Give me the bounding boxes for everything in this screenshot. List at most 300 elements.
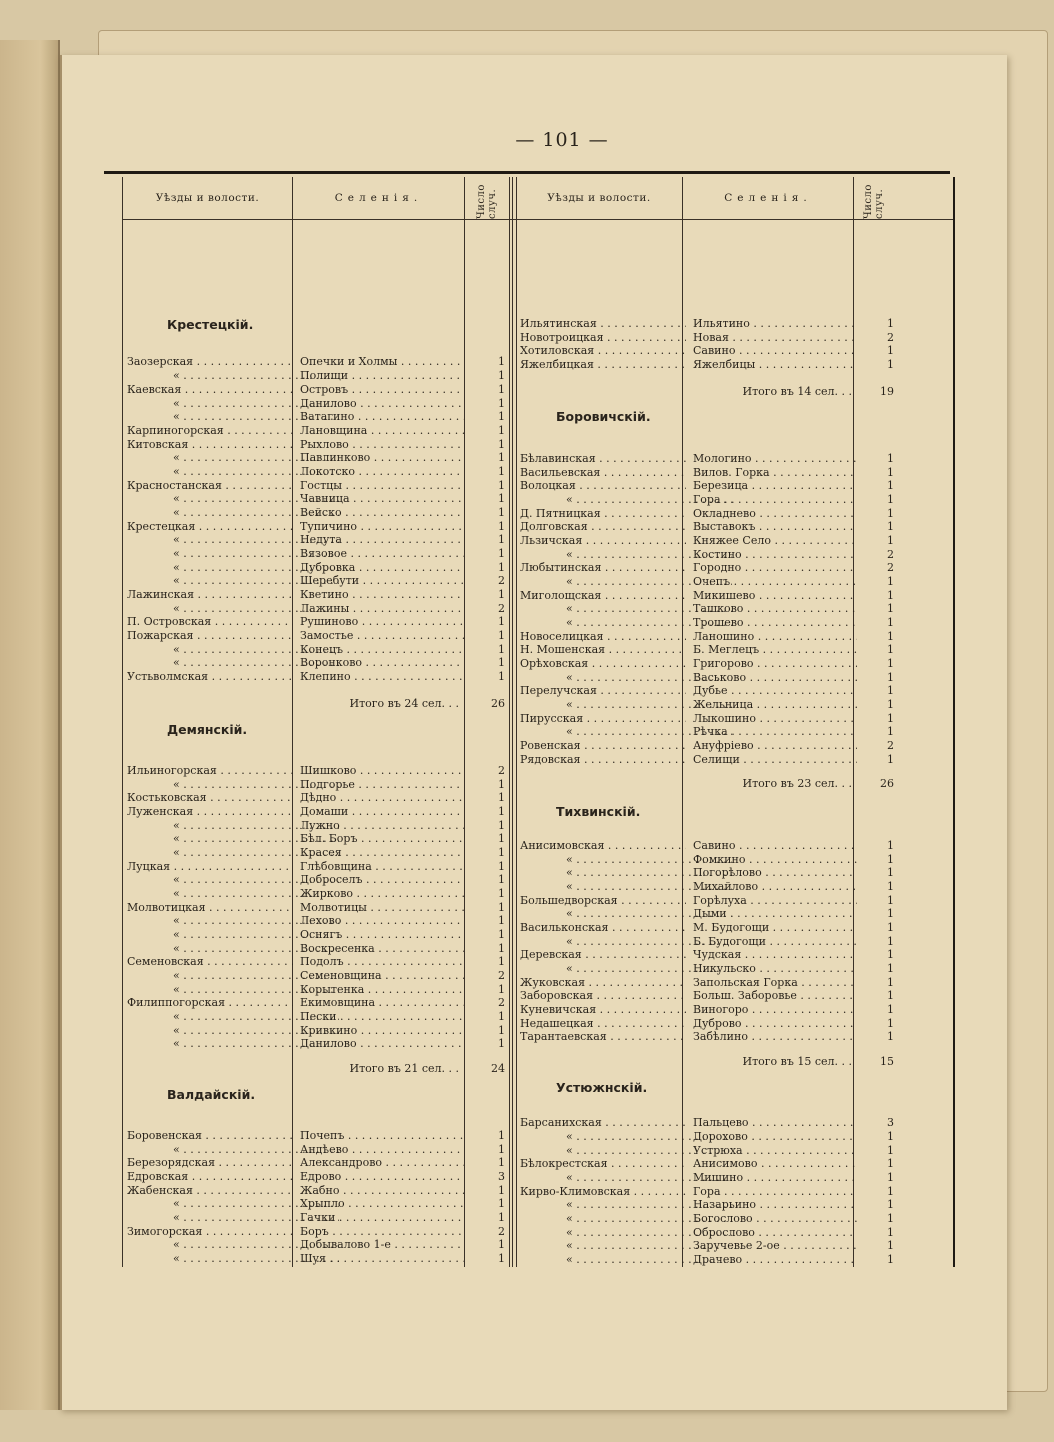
- volost-name: « . . .: [520, 1198, 732, 1212]
- case-count: 1: [887, 602, 894, 615]
- case-count: 1: [887, 466, 894, 479]
- case-count: 1: [498, 819, 505, 832]
- village-name: Чудская . . .: [693, 948, 857, 962]
- table-row: [123, 533, 509, 547]
- table-row: [516, 1212, 902, 1226]
- case-count: 1: [498, 955, 505, 968]
- volost-name: Жабенская . . .: [127, 1184, 293, 1198]
- village-name: Корытенка . . .: [300, 983, 464, 997]
- uezd-heading: Тихвинскій.: [556, 804, 641, 819]
- village-name: Оброслово . . .: [693, 1226, 857, 1240]
- volost-name: « . . .: [127, 819, 339, 833]
- village-name: Локотско . . .: [300, 465, 464, 479]
- table-row: [516, 894, 902, 908]
- table-row: [123, 520, 509, 534]
- volost-name: « . . .: [520, 1239, 732, 1253]
- volost-name: « . . .: [127, 602, 339, 616]
- table-row: [123, 1010, 509, 1024]
- case-count: 1: [887, 643, 894, 656]
- volost-name: « . . .: [127, 492, 339, 506]
- volost-name: Рядовская . . .: [520, 753, 686, 767]
- table-row: [123, 901, 509, 915]
- case-count: 1: [498, 656, 505, 669]
- volost-name: Васильевская . . .: [520, 466, 686, 480]
- volost-name: Красностанская . . .: [127, 479, 293, 493]
- case-count: 1: [887, 630, 894, 643]
- case-count: 1: [887, 479, 894, 492]
- case-count: 1: [498, 914, 505, 927]
- village-name: Погорѣлово . . .: [693, 866, 857, 880]
- table-row: [123, 574, 509, 588]
- case-count: 1: [498, 465, 505, 478]
- village-name: Драчево . . .: [693, 1253, 857, 1267]
- header-volosti-right: Уѣзды и волости.: [547, 192, 651, 204]
- uezd-heading: Боровичскій.: [556, 409, 651, 424]
- volost-name: « . . .: [127, 1037, 339, 1051]
- case-count: 1: [498, 1024, 505, 1037]
- volost-name: Заозерская . . .: [127, 355, 293, 369]
- village-name: Новая . . .: [693, 331, 857, 345]
- village-name: Дорохово . . .: [693, 1130, 857, 1144]
- table-row: [516, 317, 902, 331]
- table-row: [123, 615, 509, 629]
- village-name: Опечки и Холмы . . .: [300, 355, 464, 369]
- volost-name: Васильконская . . .: [520, 921, 686, 935]
- volost-name: « . . .: [127, 451, 339, 465]
- case-count: 1: [887, 698, 894, 711]
- case-count: 1: [498, 1156, 505, 1169]
- case-count: 1: [887, 684, 894, 697]
- volost-name: « . . .: [520, 575, 732, 589]
- volost-name: « . . .: [520, 616, 732, 630]
- village-name: Александрово . . .: [300, 1156, 464, 1170]
- header-chislo-left: Число случ.: [476, 184, 498, 219]
- volost-name: Тарантаевская . . .: [520, 1030, 686, 1044]
- case-count: 1: [887, 1130, 894, 1143]
- col-divider: [292, 177, 293, 1267]
- volost-name: Филиппогорская . . .: [127, 996, 293, 1010]
- table-row: [516, 575, 902, 589]
- table-row: [123, 1143, 509, 1157]
- village-name: Гора . . .: [693, 1185, 857, 1199]
- case-count: 1: [498, 547, 505, 560]
- table-row: [516, 1116, 902, 1130]
- case-count: 1: [498, 369, 505, 382]
- village-name: Данилово . . .: [300, 1037, 464, 1051]
- table-row: [123, 383, 509, 397]
- volost-name: « . . .: [127, 369, 339, 383]
- case-count: 2: [498, 764, 505, 777]
- table-row: [516, 1157, 902, 1171]
- table-row: [516, 976, 902, 990]
- case-count: 1: [498, 791, 505, 804]
- village-name: Замостье . . .: [300, 629, 464, 643]
- case-count: 1: [887, 657, 894, 670]
- village-name: Лажины . . .: [300, 602, 464, 616]
- volost-name: Луженская . . .: [127, 805, 293, 819]
- volost-name: « . . .: [520, 725, 732, 739]
- total-count: 19: [880, 385, 894, 398]
- case-count: 1: [887, 358, 894, 371]
- case-count: 1: [498, 588, 505, 601]
- case-count: 1: [498, 928, 505, 941]
- volost-name: Устьволмская . . .: [127, 670, 293, 684]
- total-row: [516, 385, 902, 399]
- volost-name: « . . .: [127, 846, 339, 860]
- page-number: — 101 —: [515, 129, 609, 151]
- village-name: Фомкино . . .: [693, 853, 857, 867]
- volost-name: Миголощская . . .: [520, 589, 686, 603]
- total-count: 26: [880, 777, 894, 790]
- village-name: Молвотицы . . .: [300, 901, 464, 915]
- table-row: [516, 493, 902, 507]
- volost-name: Пирусская . . .: [520, 712, 686, 726]
- table-row: [516, 1198, 902, 1212]
- volost-name: П. Островская . . .: [127, 615, 293, 629]
- volost-name: Лажинская . . .: [127, 588, 293, 602]
- table-row: [516, 1226, 902, 1240]
- volost-name: « . . .: [127, 914, 339, 928]
- volost-name: Новоселицкая . . .: [520, 630, 686, 644]
- case-count: 2: [498, 574, 505, 587]
- table-row: [123, 778, 509, 792]
- table-row: [516, 739, 902, 753]
- village-name: Домаши . . .: [300, 805, 464, 819]
- village-name: Островъ . . .: [300, 383, 464, 397]
- table-row: [123, 588, 509, 602]
- case-count: 1: [887, 317, 894, 330]
- case-count: 2: [498, 996, 505, 1009]
- village-name: Тупичино . . .: [300, 520, 464, 534]
- village-name: Шуя . . .: [300, 1252, 464, 1266]
- volost-name: « . . .: [127, 465, 339, 479]
- village-name: Устрюха . . .: [693, 1144, 857, 1158]
- table-row: [516, 1185, 902, 1199]
- table-row: [123, 629, 509, 643]
- table-row: [516, 921, 902, 935]
- village-name: Горѣлуха . . .: [693, 894, 857, 908]
- table-row: [516, 602, 902, 616]
- village-name: Березица . . .: [693, 479, 857, 493]
- case-count: 1: [887, 989, 894, 1002]
- col-divider: [509, 177, 510, 1267]
- volost-name: Березорядская . . .: [127, 1156, 293, 1170]
- volost-name: Едровская . . .: [127, 1170, 293, 1184]
- table-row: [516, 466, 902, 480]
- village-name: Очепъ . . .: [693, 575, 857, 589]
- village-name: Дыми . . .: [693, 907, 857, 921]
- village-name: Б. Меглецъ . . .: [693, 643, 857, 657]
- table-row: [123, 928, 509, 942]
- table-row: [516, 880, 902, 894]
- village-name: Заручевье 2-ое . . .: [693, 1239, 857, 1253]
- table-row: [123, 832, 509, 846]
- case-count: 1: [498, 1184, 505, 1197]
- volost-name: Бѣлокрестская . . .: [520, 1157, 686, 1171]
- volost-name: « . . .: [127, 942, 339, 956]
- volost-name: Большедворская . . .: [520, 894, 686, 908]
- case-count: 1: [887, 753, 894, 766]
- volost-name: Ильятинская . . .: [520, 317, 686, 331]
- case-count: 2: [498, 969, 505, 982]
- case-count: 1: [887, 894, 894, 907]
- volost-name: « . . .: [127, 887, 339, 901]
- case-count: 1: [498, 561, 505, 574]
- village-name: Никульско . . .: [693, 962, 857, 976]
- volost-name: « . . .: [127, 1197, 339, 1211]
- village-name: Пальцево . . .: [693, 1116, 857, 1130]
- village-name: Запольская Горка . . .: [693, 976, 857, 990]
- table-row: [123, 424, 509, 438]
- table-row: [123, 1024, 509, 1038]
- village-name: Ташково . . .: [693, 602, 857, 616]
- case-count: 2: [887, 548, 894, 561]
- volost-name: Орѣховская . . .: [520, 657, 686, 671]
- village-name: Боръ . . .: [300, 1225, 464, 1239]
- case-count: 1: [498, 383, 505, 396]
- document-page: [60, 55, 1007, 1410]
- village-name: Мологино . . .: [693, 452, 857, 466]
- village-name: Лановщина . . .: [300, 424, 464, 438]
- case-count: 1: [887, 1017, 894, 1030]
- volost-name: « . . .: [127, 928, 339, 942]
- village-name: Рѣчка . . .: [693, 725, 857, 739]
- village-name: Ланошино . . .: [693, 630, 857, 644]
- volost-name: Жуковская . . .: [520, 976, 686, 990]
- volost-name: Анисимовская . . .: [520, 839, 686, 853]
- table-row: [123, 355, 509, 369]
- village-name: Воронково . . .: [300, 656, 464, 670]
- village-name: Костино . . .: [693, 548, 857, 562]
- table-row: [516, 643, 902, 657]
- volost-name: Долговская . . .: [520, 520, 686, 534]
- total-row: [123, 1062, 509, 1076]
- case-count: 1: [887, 1030, 894, 1043]
- village-name: Вилов. Горка . . .: [693, 466, 857, 480]
- case-count: 1: [887, 1239, 894, 1252]
- village-name: Жирково . . .: [300, 887, 464, 901]
- case-count: 1: [887, 976, 894, 989]
- volost-name: « . . .: [520, 1253, 732, 1267]
- village-name: Дубье . . .: [693, 684, 857, 698]
- village-name: Пески . . .: [300, 1010, 464, 1024]
- case-count: 1: [498, 451, 505, 464]
- village-name: Воскресенка . . .: [300, 942, 464, 956]
- village-name: Екимовщина . . .: [300, 996, 464, 1010]
- header-selenia-left: Селенія.: [334, 192, 423, 204]
- village-name: Забѣлино . . .: [693, 1030, 857, 1044]
- village-name: Трошево . . .: [693, 616, 857, 630]
- volost-name: Любытинская . . .: [520, 561, 686, 575]
- village-name: Полищи . . .: [300, 369, 464, 383]
- table-row: [123, 1225, 509, 1239]
- volost-name: « . . .: [520, 907, 732, 921]
- village-name: Данилово . . .: [300, 397, 464, 411]
- volost-name: « . . .: [520, 698, 732, 712]
- volost-name: « . . .: [127, 643, 339, 657]
- village-name: Недута . . .: [300, 533, 464, 547]
- table-row: [516, 753, 902, 767]
- total-row: [516, 1055, 902, 1069]
- table-row: [123, 561, 509, 575]
- case-count: 1: [887, 671, 894, 684]
- volost-name: Зимогорская . . .: [127, 1225, 293, 1239]
- village-name: Доброселъ . . .: [300, 873, 464, 887]
- case-count: 1: [498, 942, 505, 955]
- case-count: 1: [887, 534, 894, 547]
- volost-name: Каевская . . .: [127, 383, 293, 397]
- village-name: Павлинково . . .: [300, 451, 464, 465]
- village-name: Кветино . . .: [300, 588, 464, 602]
- uezd-heading: Демянскій.: [167, 722, 248, 737]
- case-count: 1: [498, 983, 505, 996]
- case-count: 1: [498, 846, 505, 859]
- volost-name: Молвотицкая . . .: [127, 901, 293, 915]
- table-row: [123, 819, 509, 833]
- volost-name: « . . .: [520, 671, 732, 685]
- total-label: Итого въ 15 сел. . .: [742, 1055, 852, 1068]
- case-count: 1: [498, 643, 505, 656]
- village-name: Вязовое . . .: [300, 547, 464, 561]
- case-count: 1: [887, 921, 894, 934]
- table-row: [516, 1003, 902, 1017]
- village-name: Жельница . . .: [693, 698, 857, 712]
- case-count: 1: [887, 866, 894, 879]
- table-row: [123, 506, 509, 520]
- case-count: 3: [887, 1116, 894, 1129]
- village-name: Гачки . . .: [300, 1211, 464, 1225]
- table-row: [516, 866, 902, 880]
- volost-name: Новотроицкая . . .: [520, 331, 686, 345]
- case-count: 3: [498, 1170, 505, 1183]
- case-count: 1: [887, 1198, 894, 1211]
- volost-name: Заборовская . . .: [520, 989, 686, 1003]
- table-row: [516, 344, 902, 358]
- volost-name: « . . .: [127, 1238, 339, 1252]
- header-chislo-right: Число случ.: [863, 184, 885, 219]
- table-row: [516, 712, 902, 726]
- uezd-heading: Крестецкій.: [167, 317, 254, 332]
- village-name: Выставокъ . . .: [693, 520, 857, 534]
- case-count: 1: [498, 615, 505, 628]
- village-name: Вейско . . .: [300, 506, 464, 520]
- volost-name: Яжелбицкая . . .: [520, 358, 686, 372]
- volost-name: Луцкая . . .: [127, 860, 293, 874]
- case-count: 1: [887, 575, 894, 588]
- volost-name: « . . .: [520, 866, 732, 880]
- volost-name: « . . .: [520, 880, 732, 894]
- header-rule: [123, 219, 953, 220]
- case-count: 1: [887, 725, 894, 738]
- case-count: 1: [498, 1238, 505, 1251]
- table-row: [123, 996, 509, 1010]
- table-row: [516, 725, 902, 739]
- table-row: [516, 839, 902, 853]
- table-row: [516, 989, 902, 1003]
- case-count: 1: [498, 860, 505, 873]
- village-name: Рушиново . . .: [300, 615, 464, 629]
- case-count: 1: [498, 520, 505, 533]
- village-name: Лужно . . .: [300, 819, 464, 833]
- village-name: Яжелбицы . . .: [693, 358, 857, 372]
- volost-name: « . . .: [127, 778, 339, 792]
- header-selenia-right: Селенія.: [724, 192, 812, 204]
- table-row: [123, 438, 509, 452]
- table-row: [123, 670, 509, 684]
- volost-name: Боровенская . . .: [127, 1129, 293, 1143]
- case-count: 1: [887, 452, 894, 465]
- volost-name: « . . .: [127, 983, 339, 997]
- table-row: [123, 410, 509, 424]
- table-row: [516, 548, 902, 562]
- village-name: Хрыпло . . .: [300, 1197, 464, 1211]
- case-count: 1: [498, 355, 505, 368]
- volost-name: « . . .: [127, 832, 339, 846]
- table-row: [123, 1156, 509, 1170]
- top-rule: [104, 171, 950, 174]
- village-name: Васьково . . .: [693, 671, 857, 685]
- village-name: Анисимово . . .: [693, 1157, 857, 1171]
- case-count: 1: [887, 616, 894, 629]
- village-name: Григорово . . .: [693, 657, 857, 671]
- volost-name: Д. Пятницкая . . .: [520, 507, 686, 521]
- total-row: [516, 777, 902, 791]
- case-count: 1: [498, 438, 505, 451]
- volost-name: « . . .: [520, 935, 732, 949]
- case-count: 1: [887, 853, 894, 866]
- table-row: [516, 1253, 902, 1267]
- table-row: [516, 630, 902, 644]
- volost-name: « . . .: [520, 1171, 732, 1185]
- village-name: Добывалово 1-е . . .: [300, 1238, 464, 1252]
- case-count: 1: [498, 492, 505, 505]
- table-row: [516, 616, 902, 630]
- village-name: Городно . . .: [693, 561, 857, 575]
- village-name: Дубровка . . .: [300, 561, 464, 575]
- volost-name: « . . .: [520, 1212, 732, 1226]
- table-row: [123, 451, 509, 465]
- case-count: 1: [887, 880, 894, 893]
- table-row: [516, 684, 902, 698]
- table-row: [123, 1211, 509, 1225]
- table-row: [516, 452, 902, 466]
- table-row: [123, 955, 509, 969]
- case-count: 1: [498, 629, 505, 642]
- case-count: 1: [887, 1185, 894, 1198]
- case-count: 1: [498, 1143, 505, 1156]
- case-count: 1: [887, 493, 894, 506]
- village-name: Шеребути . . .: [300, 574, 464, 588]
- village-name: Конецъ . . .: [300, 643, 464, 657]
- case-count: 1: [498, 1037, 505, 1050]
- volost-name: « . . .: [127, 547, 339, 561]
- previous-page-edge: [0, 40, 60, 1410]
- case-count: 1: [887, 962, 894, 975]
- table-row: [516, 1239, 902, 1253]
- village-name: Больш. Заборовье . . .: [693, 989, 857, 1003]
- table-row: [123, 1037, 509, 1051]
- village-name: Подгорье . . .: [300, 778, 464, 792]
- village-name: Богослово . . .: [693, 1212, 857, 1226]
- table-row: [123, 1197, 509, 1211]
- village-name: Окладнево . . .: [693, 507, 857, 521]
- case-count: 1: [887, 839, 894, 852]
- table-row: [516, 962, 902, 976]
- table-row: [123, 465, 509, 479]
- village-name: Михайлово . . .: [693, 880, 857, 894]
- table-row: [516, 853, 902, 867]
- volost-name: « . . .: [127, 1252, 339, 1266]
